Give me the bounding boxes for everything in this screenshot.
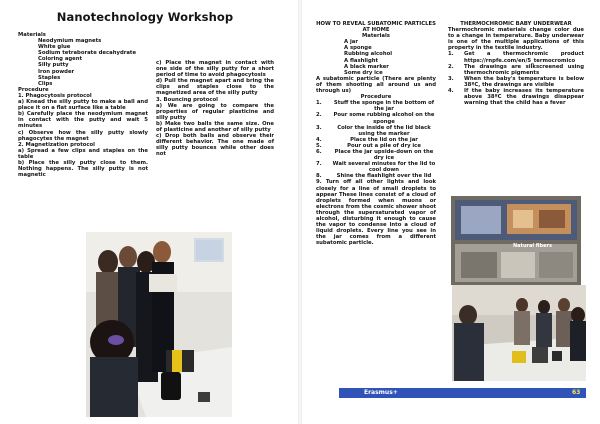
left-col2-line: 3. Bouncing protocol: [156, 96, 218, 103]
step-nine: 9. Turn off all other lights and look closely for a line of small droplets to appear These lines consist of a cloud of droplets formed when muons or electrons from the cosmic shower shoot through the supersaturated vapor of alcohol, disturbing it enough to cause the vapor to condense into a cloud of liquid droplets. Every line you see in the jar comes from a different subatomic particle.: [316, 179, 436, 247]
left-col1-line: Silly putty: [38, 62, 69, 69]
left-col1-line: White glue: [38, 44, 71, 51]
step-text: Place the jar upside-down on the dry ice: [334, 148, 434, 162]
left-col1-line: Clips: [38, 80, 53, 87]
left-col1-line: 1. Phagocytosis protocol: [18, 92, 92, 99]
page-title: Nanotechnology Workshop: [56, 10, 234, 24]
page-gutter: [298, 0, 302, 424]
step-number: 4.: [316, 136, 322, 143]
left-col2-line: d) Pull the magnet apart and bring the clips and staples close to the magnetized area of the silly putty: [156, 78, 274, 97]
thermochromic-step: [448, 76, 584, 88]
left-col2-line: a) We are going to compare the properties of regular plasticine and silly putty: [156, 102, 274, 121]
step-text: Wait several minutes for the lid to cool down: [332, 161, 436, 174]
step-text: Shine the flashlight over the lid: [336, 173, 432, 180]
material-item: A jar: [344, 39, 358, 46]
left-col1-line: b) Carefully place the neodymium magnet in contact with the putty and wait 5 minutes: [18, 111, 148, 130]
subatomic-heading: HOW TO REVEAL SUBATOMIC PARTICLES AT HOME: [316, 21, 436, 34]
materials-label: Materials: [362, 33, 390, 40]
left-col1-line: Staples: [38, 74, 61, 81]
thermochromic-step: [448, 64, 584, 76]
left-col2-line: c) Drop both balls and observe their different behavior. The one made of silly putty bounces while other does not: [156, 133, 274, 158]
thermochromic-step: [448, 88, 584, 106]
step-text: Pour some rubbing alcohol on the sponge: [333, 112, 435, 125]
step-text: Pour out a pile of dry ice: [347, 142, 421, 149]
page-number: 63: [572, 389, 581, 396]
step-text: Get a thermochromic product https://rnpfe.com/en/5_termocromico: [464, 51, 584, 64]
step-text: When the baby's temperature is below 38ºC, the drawings are visible: [464, 75, 584, 88]
thermochromic-steps: [448, 51, 584, 106]
step-number: 6.: [316, 148, 322, 155]
thermochromic-column: [448, 21, 584, 106]
procedure-step: [316, 125, 436, 137]
step-number: 4.: [448, 88, 454, 95]
step-number: 2.: [448, 63, 454, 70]
left-col2-line: c) Place the magnet in contact with one side of the silly putty for a short period of time to avoid phagocytosis: [156, 60, 274, 79]
step-text: The drawings are silkscreened using thermochromic pigments: [464, 63, 584, 76]
left-col1-line: a) Knead the silly putty to make a ball and place it on a flat surface like a table: [18, 99, 148, 112]
procedure-continued-column: [156, 60, 274, 158]
step-text: Color the inside of the lid black using the marker: [337, 124, 431, 137]
procedure-step: [316, 100, 436, 112]
material-item: A flashlight: [344, 57, 379, 64]
material-item: A black marker: [344, 63, 389, 70]
left-col1-line: Neodymium magnets: [38, 38, 102, 45]
left-col1-line: 2. Magnetization protocol: [18, 141, 95, 148]
step-text: Place the lid on the jar: [350, 136, 418, 143]
left-col1-line: c) Observe how the silly putty slowly phagocytes the magnet: [18, 129, 148, 142]
step-number: 1.: [316, 100, 322, 107]
step-text: Stuff the sponge in the bottom of the jar: [333, 100, 435, 113]
left-col1-line: Sodium tetraborate decahydrate: [38, 50, 137, 57]
left-col1-line: Procedure: [18, 86, 49, 93]
materials-list: [316, 39, 436, 76]
materials-procedure-column: [18, 32, 148, 178]
step-number: 5.: [316, 142, 322, 149]
thermochromic-step: [448, 51, 584, 63]
slide-label: Natural fibers: [513, 243, 552, 249]
subatomic-particles-column: [316, 21, 436, 246]
procedure-step: [316, 112, 436, 124]
step-number: 3.: [316, 124, 322, 131]
left-col1-line: Iron powder: [38, 68, 75, 75]
left-col1-line: Coloring agent: [38, 56, 83, 63]
erasmus-brand: Erasmus+: [364, 389, 398, 396]
material-item: A sponge: [344, 45, 372, 52]
material-item: Rubbing alcohol: [344, 51, 393, 58]
left-col2-line: b) Make two balls the same size. One of plasticine and another of silly putty: [156, 120, 274, 134]
procedure-step: [316, 149, 436, 161]
step-number: 1.: [448, 51, 454, 58]
left-col1-line: b) Place the silly putty close to them. Nothing happens. The silly putty is not magnetic: [18, 159, 148, 179]
material-item: Some dry ice: [344, 69, 383, 76]
step-number: 3.: [448, 75, 454, 82]
students-photo: [86, 232, 232, 417]
subatomic-steps: [316, 100, 436, 179]
subatomic-intro: A subatomic particle (There are plenty of them shooting all around us and through us): [316, 75, 436, 95]
thermochromic-intro: Thermochromic materials change color due to a change in temperature. Baby underwear is one of the multiple applications of this property in the textile industry.: [448, 27, 584, 52]
procedure-step: [316, 161, 436, 173]
step-number: 2.: [316, 112, 322, 119]
step-number: 8.: [316, 173, 322, 180]
thermochromic-heading: THERMOCHROMIC BABY UNDERWEAR: [460, 21, 572, 27]
classroom-photo: [452, 285, 586, 381]
step-text: If the baby increases its temperature above 38ºC the drawings disappear warning that the child has a fever: [464, 88, 584, 107]
left-col1-line: a) Spread a few clips and staples on the table: [18, 147, 148, 160]
left-col1-line: Materials: [18, 32, 46, 38]
presentation-slide-photo: [451, 196, 581, 285]
step-number: 7.: [316, 161, 322, 168]
procedure-label: Procedure: [360, 94, 392, 101]
